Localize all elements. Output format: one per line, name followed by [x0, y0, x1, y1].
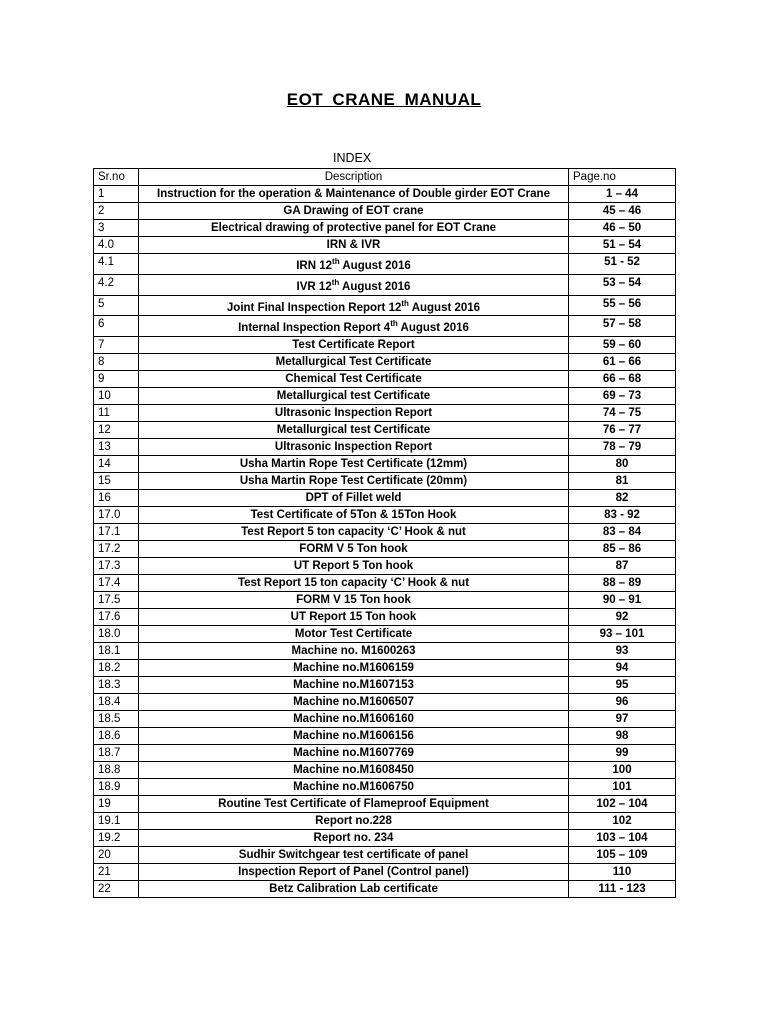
table-row: [94, 524, 676, 541]
table-row: [94, 337, 676, 354]
table-row: [94, 796, 676, 813]
table-row: [94, 456, 676, 473]
row-page-no: 80: [569, 456, 676, 473]
row-description: Metallurgical test Certificate: [139, 388, 569, 405]
table-row: [94, 203, 676, 220]
row-sr-no: 16: [94, 490, 139, 507]
row-sr-no: 12: [94, 422, 139, 439]
row-page-no: 45 – 46: [569, 203, 676, 220]
row-page-no: 87: [569, 558, 676, 575]
table-row: [94, 643, 676, 660]
row-sr-no: 20: [94, 847, 139, 864]
row-page-no: 46 – 50: [569, 220, 676, 237]
row-description: Sudhir Switchgear test certificate of panel: [139, 847, 569, 864]
table-row: [94, 694, 676, 711]
row-description: Metallurgical test Certificate: [139, 422, 569, 439]
row-description: Betz Calibration Lab certificate: [139, 881, 569, 898]
table-row: [94, 473, 676, 490]
row-description: Machine no.M1606159: [139, 660, 569, 677]
row-page-no: 101: [569, 779, 676, 796]
row-sr-no: 17.1: [94, 524, 139, 541]
row-description: Machine no.M1607769: [139, 745, 569, 762]
table-row: [94, 626, 676, 643]
row-description: Report no. 234: [139, 830, 569, 847]
row-sr-no: 19.2: [94, 830, 139, 847]
row-page-no: 105 – 109: [569, 847, 676, 864]
row-sr-no: 21: [94, 864, 139, 881]
row-page-no: 83 – 84: [569, 524, 676, 541]
row-page-no: 96: [569, 694, 676, 711]
table-row: [94, 558, 676, 575]
row-description: IVR 12th August 2016: [139, 274, 569, 295]
row-description: Ultrasonic Inspection Report: [139, 439, 569, 456]
row-sr-no: 18.6: [94, 728, 139, 745]
row-page-no: 51 - 52: [569, 254, 676, 275]
table-row: [94, 295, 676, 316]
row-page-no: 100: [569, 762, 676, 779]
row-description: Machine no.M1608450: [139, 762, 569, 779]
row-sr-no: 18.3: [94, 677, 139, 694]
table-row: [94, 779, 676, 796]
row-description: Inspection Report of Panel (Control panel): [139, 864, 569, 881]
row-sr-no: 22: [94, 881, 139, 898]
table-row: [94, 422, 676, 439]
table-row: [94, 541, 676, 558]
row-description: Machine no.M1607153: [139, 677, 569, 694]
row-description: Report no.228: [139, 813, 569, 830]
row-page-no: 110: [569, 864, 676, 881]
row-page-no: 85 – 86: [569, 541, 676, 558]
row-description: Ultrasonic Inspection Report: [139, 405, 569, 422]
row-page-no: 66 – 68: [569, 371, 676, 388]
row-page-no: 1 – 44: [569, 186, 676, 203]
row-description: Machine no.M1606160: [139, 711, 569, 728]
table-row: [94, 274, 676, 295]
row-description: IRN 12th August 2016: [139, 254, 569, 275]
row-page-no: 93: [569, 643, 676, 660]
row-page-no: 88 – 89: [569, 575, 676, 592]
table-row: [94, 186, 676, 203]
row-page-no: 97: [569, 711, 676, 728]
table-row: [94, 711, 676, 728]
row-sr-no: 4.1: [94, 254, 139, 275]
row-description: FORM V 15 Ton hook: [139, 592, 569, 609]
row-description: Machine no.M1606507: [139, 694, 569, 711]
row-page-no: 82: [569, 490, 676, 507]
row-description: GA Drawing of EOT crane: [139, 203, 569, 220]
row-description: FORM V 5 Ton hook: [139, 541, 569, 558]
row-description: DPT of Fillet weld: [139, 490, 569, 507]
row-sr-no: 17.4: [94, 575, 139, 592]
table-row: [94, 371, 676, 388]
row-page-no: 76 – 77: [569, 422, 676, 439]
table-row: [94, 745, 676, 762]
header-sr-no: Sr.no: [94, 169, 139, 186]
row-page-no: 111 - 123: [569, 881, 676, 898]
table-row: [94, 762, 676, 779]
table-row: [94, 354, 676, 371]
row-sr-no: 4.0: [94, 237, 139, 254]
row-description: Internal Inspection Report 4th August 2016: [139, 316, 569, 337]
row-sr-no: 18.1: [94, 643, 139, 660]
table-row: [94, 316, 676, 337]
row-sr-no: 18.5: [94, 711, 139, 728]
row-page-no: 61 – 66: [569, 354, 676, 371]
row-description: Machine no.M1606156: [139, 728, 569, 745]
table-row: [94, 609, 676, 626]
row-sr-no: 18.7: [94, 745, 139, 762]
row-sr-no: 18.9: [94, 779, 139, 796]
row-description: Machine no. M1600263: [139, 643, 569, 660]
row-sr-no: 18.8: [94, 762, 139, 779]
row-sr-no: 17.2: [94, 541, 139, 558]
table-row: [94, 592, 676, 609]
header-page-no: Page.no: [569, 169, 676, 186]
table-row: [94, 830, 676, 847]
table-row: [94, 813, 676, 830]
row-description: Usha Martin Rope Test Certificate (12mm): [139, 456, 569, 473]
table-row: [94, 864, 676, 881]
row-page-no: 57 – 58: [569, 316, 676, 337]
table-row: [94, 677, 676, 694]
table-row: [94, 728, 676, 745]
row-sr-no: 17.3: [94, 558, 139, 575]
table-row: [94, 575, 676, 592]
row-description: IRN & IVR: [139, 237, 569, 254]
row-description: Joint Final Inspection Report 12th August 2016: [139, 295, 569, 316]
row-page-no: 69 – 73: [569, 388, 676, 405]
row-page-no: 78 – 79: [569, 439, 676, 456]
row-page-no: 103 – 104: [569, 830, 676, 847]
row-page-no: 99: [569, 745, 676, 762]
row-description: Motor Test Certificate: [139, 626, 569, 643]
row-sr-no: 19: [94, 796, 139, 813]
row-sr-no: 18.0: [94, 626, 139, 643]
row-page-no: 90 – 91: [569, 592, 676, 609]
row-sr-no: 17.5: [94, 592, 139, 609]
document-title: EOT CRANE MANUAL: [286, 90, 482, 109]
row-page-no: 81: [569, 473, 676, 490]
row-page-no: 92: [569, 609, 676, 626]
index-table-body: [94, 186, 676, 898]
row-description: Chemical Test Certificate: [139, 371, 569, 388]
row-sr-no: 7: [94, 337, 139, 354]
index-label: INDEX: [333, 151, 372, 165]
table-row: [94, 254, 676, 275]
row-sr-no: 14: [94, 456, 139, 473]
row-sr-no: 18.2: [94, 660, 139, 677]
row-sr-no: 15: [94, 473, 139, 490]
table-row: [94, 847, 676, 864]
table-row: [94, 881, 676, 898]
row-sr-no: 10: [94, 388, 139, 405]
row-sr-no: 18.4: [94, 694, 139, 711]
row-sr-no: 11: [94, 405, 139, 422]
row-description: Machine no.M1606750: [139, 779, 569, 796]
row-sr-no: 6: [94, 316, 139, 337]
row-description: Test Report 15 ton capacity ‘C’ Hook & nut: [139, 575, 569, 592]
table-row: [94, 237, 676, 254]
row-description: Usha Martin Rope Test Certificate (20mm): [139, 473, 569, 490]
row-description: UT Report 5 Ton hook: [139, 558, 569, 575]
row-sr-no: 2: [94, 203, 139, 220]
index-header-row: [94, 169, 676, 186]
row-page-no: 98: [569, 728, 676, 745]
row-description: Test Certificate Report: [139, 337, 569, 354]
row-page-no: 102 – 104: [569, 796, 676, 813]
row-sr-no: 13: [94, 439, 139, 456]
row-sr-no: 1: [94, 186, 139, 203]
row-page-no: 95: [569, 677, 676, 694]
row-description: Metallurgical Test Certificate: [139, 354, 569, 371]
row-page-no: 51 – 54: [569, 237, 676, 254]
row-page-no: 102: [569, 813, 676, 830]
row-description: Test Certificate of 5Ton & 15Ton Hook: [139, 507, 569, 524]
row-description: Electrical drawing of protective panel for EOT Crane: [139, 220, 569, 237]
row-page-no: 83 - 92: [569, 507, 676, 524]
row-sr-no: 8: [94, 354, 139, 371]
row-page-no: 53 – 54: [569, 274, 676, 295]
table-row: [94, 490, 676, 507]
row-sr-no: 17.6: [94, 609, 139, 626]
index-table: [93, 168, 676, 898]
row-sr-no: 9: [94, 371, 139, 388]
row-sr-no: 5: [94, 295, 139, 316]
table-row: [94, 507, 676, 524]
table-row: [94, 388, 676, 405]
row-sr-no: 3: [94, 220, 139, 237]
table-row: [94, 220, 676, 237]
row-description: Routine Test Certificate of Flameproof Equipment: [139, 796, 569, 813]
row-sr-no: 4.2: [94, 274, 139, 295]
row-page-no: 55 – 56: [569, 295, 676, 316]
row-sr-no: 17.0: [94, 507, 139, 524]
row-page-no: 59 – 60: [569, 337, 676, 354]
row-sr-no: 19.1: [94, 813, 139, 830]
row-page-no: 94: [569, 660, 676, 677]
row-description: Test Report 5 ton capacity ‘C’ Hook & nut: [139, 524, 569, 541]
row-description: UT Report 15 Ton hook: [139, 609, 569, 626]
table-row: [94, 439, 676, 456]
table-row: [94, 405, 676, 422]
table-row: [94, 660, 676, 677]
header-description: Description: [139, 169, 569, 186]
row-page-no: 93 – 101: [569, 626, 676, 643]
row-page-no: 74 – 75: [569, 405, 676, 422]
row-description: Instruction for the operation & Maintenance of Double girder EOT Crane: [139, 186, 569, 203]
